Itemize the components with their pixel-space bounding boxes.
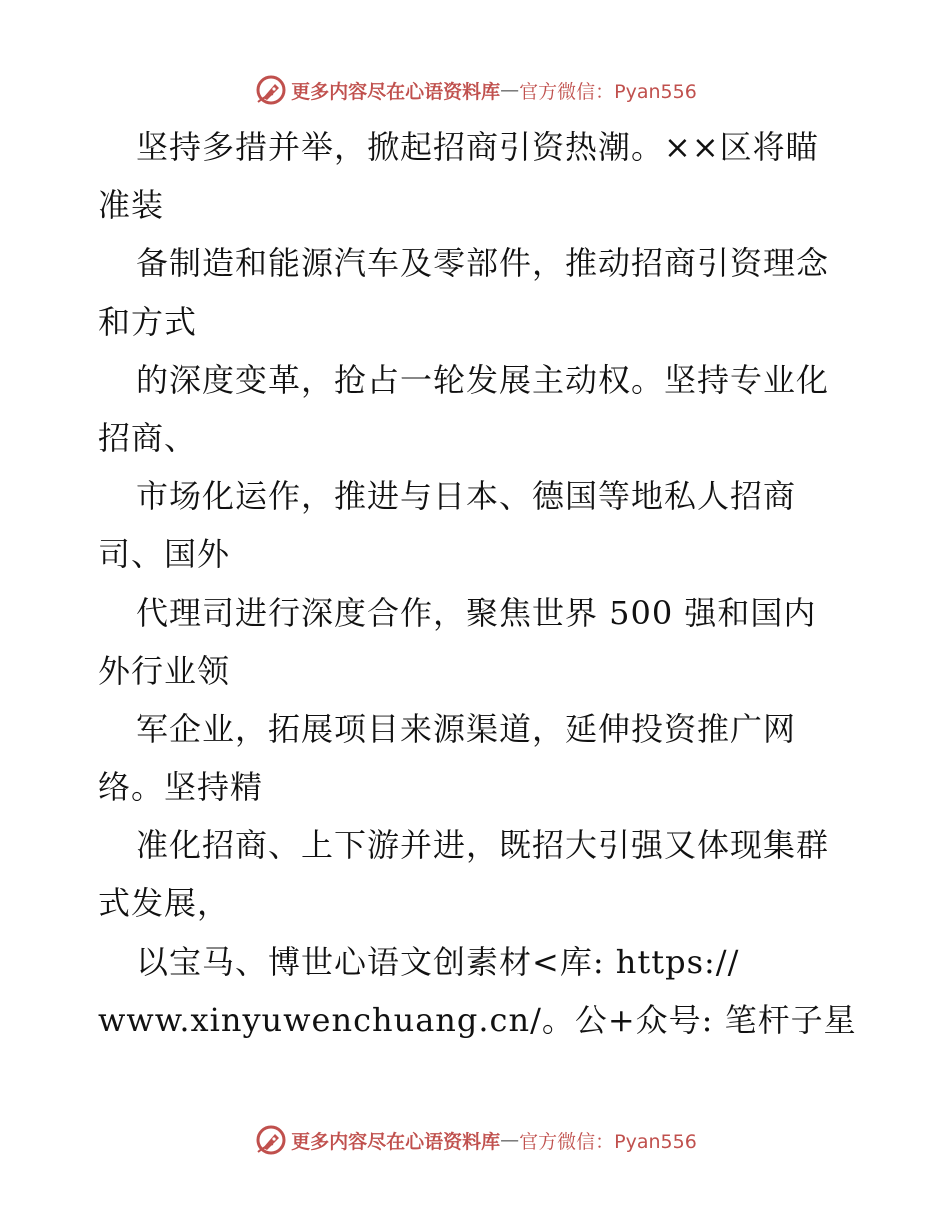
body-line: 络。坚持精 bbox=[98, 768, 264, 807]
body-line: 军企业，拓展项目来源渠道，延伸投资推广网 bbox=[136, 709, 797, 748]
body-line: 准化招商、上下游并进，既招大引强又体现集群 bbox=[136, 826, 830, 865]
body-line: 准装 bbox=[98, 186, 165, 225]
body-line: 坚持多措并举，掀起招商引资热潮。××区将瞄 bbox=[136, 128, 819, 166]
body-line: 的深度变革，抢占一轮发展主动权。坚持专业化 bbox=[136, 360, 830, 399]
header-site-text: 更多内容尽在心语资料库 bbox=[291, 80, 501, 103]
footer-wechat-text: 官方微信：Pyan556 bbox=[519, 1130, 697, 1153]
body-line: 市场化运作，推进与日本、德国等地私人招商 bbox=[136, 477, 797, 516]
body-line: 以宝马、博世心语文创素材<库: https:// bbox=[136, 942, 740, 981]
header-wechat-text: 官方微信：Pyan556 bbox=[519, 80, 697, 103]
body-line: 外行业领 bbox=[98, 651, 231, 690]
body-line: www.xinyuwenchuang.cn/。公+众号: 笔杆子星 bbox=[98, 1000, 857, 1039]
footer-banner bbox=[0, 1118, 950, 1162]
body-line: 代理司进行深度合作，聚焦世界 500 强和国内 bbox=[136, 593, 817, 632]
pen-nib-circle-icon bbox=[253, 72, 289, 108]
body-line: 招商、 bbox=[98, 418, 198, 457]
header-separator: — bbox=[500, 79, 520, 101]
body-line: 式发展， bbox=[98, 884, 231, 923]
body-line: 和方式 bbox=[98, 302, 198, 341]
body-line: 司、国外 bbox=[98, 535, 231, 574]
footer-site-text: 更多内容尽在心语资料库 bbox=[291, 1130, 501, 1153]
body-line: 备制造和能源汽车及零部件，推动招商引资理念 bbox=[136, 244, 830, 283]
document-body bbox=[98, 118, 868, 1049]
footer-separator: — bbox=[500, 1129, 520, 1151]
header-banner bbox=[0, 68, 950, 112]
pen-nib-circle-icon bbox=[253, 1122, 289, 1158]
